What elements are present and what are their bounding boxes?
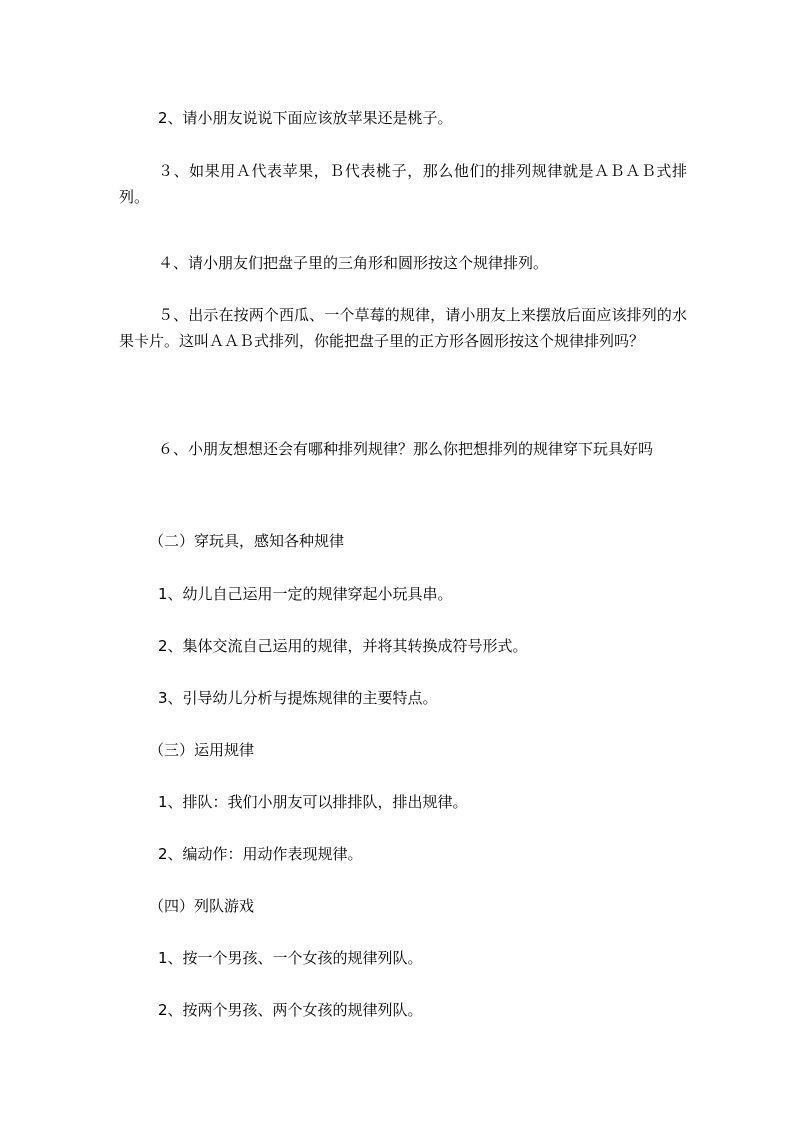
section-heading-2: （二）穿玩具，感知各种规律: [149, 532, 345, 550]
paragraph-s2-item-1: 1、幼儿自己运用一定的规律穿起小玩具串。: [158, 585, 453, 603]
paragraph-step-6: ６、小朋友想想还会有哪种排列规律？那么你把想排列的规律穿下玩具好吗: [158, 440, 654, 458]
paragraph-step-2: 2、请小朋友说说下面应该放苹果还是桃子。: [158, 109, 453, 127]
section-heading-4: （四）列队游戏: [149, 897, 255, 915]
section-heading-3: （三）运用规律: [149, 741, 255, 759]
paragraph-s3-item-1: 1、排队：我们小朋友可以排排队，排出规律。: [158, 793, 468, 811]
paragraph-step-5: ５、出示在按两个西瓜、一个草莓的规律，请小朋友上来摆放后面应该排列的水果卡片。这叫ＡＡＢ式排列，你能把盘子里的正方形各圆形按这个规律排列吗？: [119, 306, 687, 350]
paragraph-s4-item-1: 1、按一个男孩、一个女孩的规律列队。: [158, 949, 423, 967]
paragraph-s2-item-3: 3、引导幼儿分析与提炼规律的主要特点。: [158, 689, 438, 707]
paragraph-s3-item-2: 2、编动作：用动作表现规律。: [158, 845, 363, 863]
paragraph-s2-item-2: 2、集体交流自己运用的规律，并将其转换成符号形式。: [158, 637, 528, 655]
paragraph-s4-item-2: 2、按两个男孩、两个女孩的规律列队。: [158, 1001, 423, 1019]
paragraph-step-4: ４、请小朋友们把盘子里的三角形和圆形按这个规律排列。: [158, 254, 549, 272]
paragraph-step-3: ３、如果用Ａ代表苹果，Ｂ代表桃子，那么他们的排列规律就是ＡＢＡＢ式排列。: [119, 162, 687, 206]
